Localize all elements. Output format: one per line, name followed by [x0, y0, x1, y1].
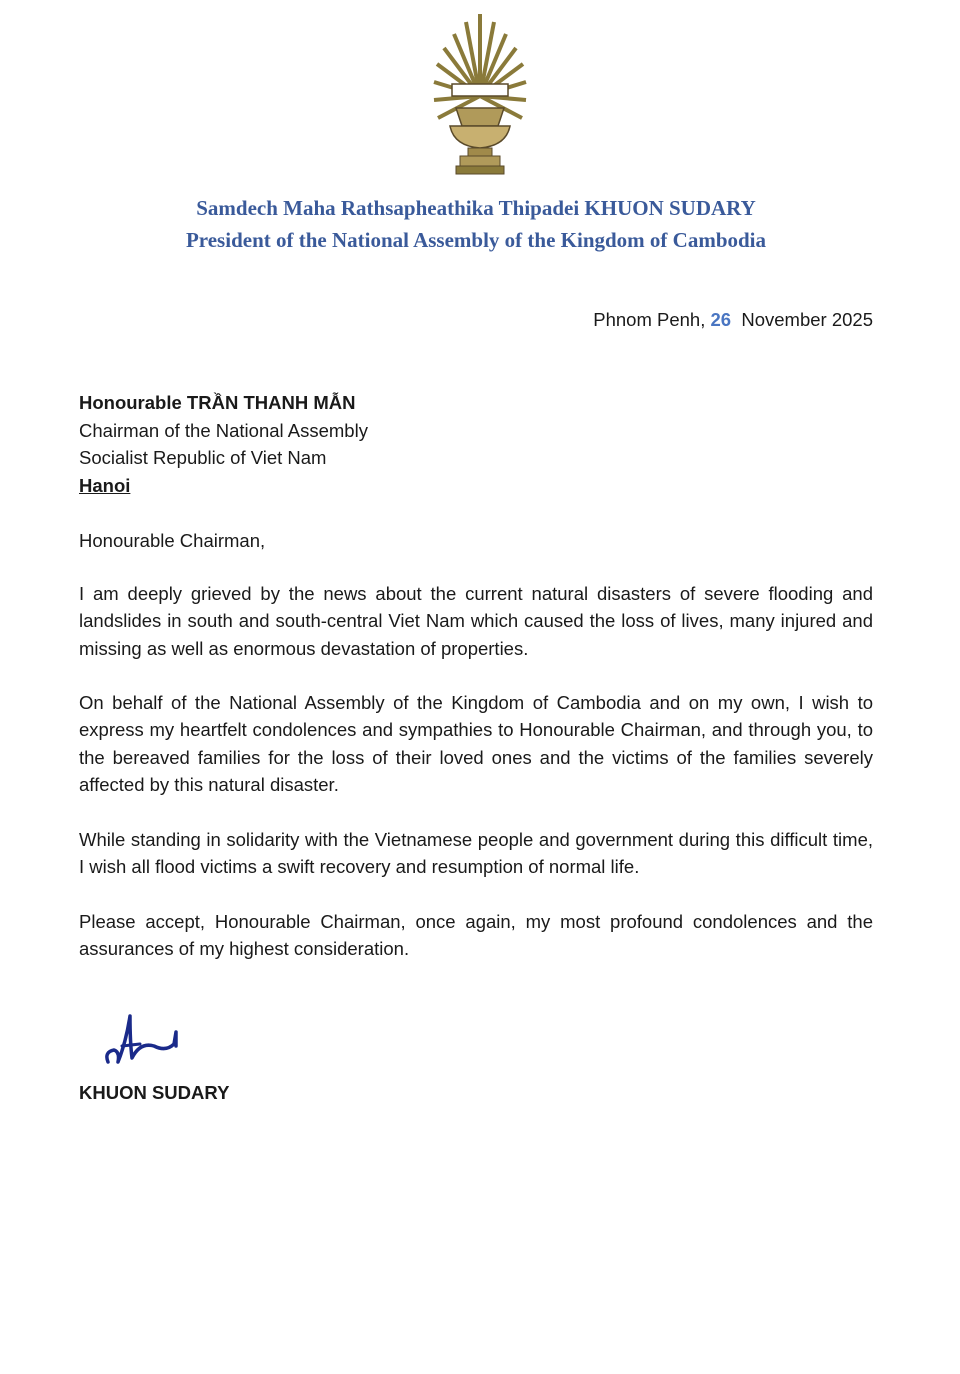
- paragraph-4: Please accept, Honourable Chairman, once again, my most profound condolences and the assurances of my highest consideration.: [79, 911, 873, 960]
- recipient-city: Hanoi: [79, 474, 131, 496]
- date-day: 26: [710, 309, 732, 330]
- date-place: Phnom Penh,: [593, 309, 706, 330]
- letter-date: [593, 309, 873, 331]
- salutation: Honourable Chairman,: [79, 530, 266, 551]
- recipient-name: Honourable TRẦN THANH MẪN: [79, 392, 356, 413]
- signature-icon: [100, 1012, 196, 1068]
- letterhead-title: President of the National Assembly of the Kingdom of Cambodia: [185, 228, 767, 252]
- letterhead: [0, 192, 952, 256]
- recipient-country: Socialist Republic of Viet Nam: [79, 447, 327, 468]
- paragraph-1: I am deeply grieved by the news about the current natural disasters of severe flooding and landslides in south and south-central Viet Nam which caused the loss of lives, many injured and missing as well as enormous devastation of properties.: [79, 583, 873, 659]
- letterhead-name: Samdech Maha Rathsapheathika Thipadei KHUON SUDARY: [196, 196, 756, 220]
- recipient-title: Chairman of the National Assembly: [79, 419, 368, 441]
- paragraph-2: On behalf of the National Assembly of the Kingdom of Cambodia and on my own, I wish to express my heartfelt condolences and sympathies to Honourable Chairman, and through you, to the bereaved families for the loss of their loved ones and the victims of the families severely affected by this natural disaster.: [79, 692, 873, 795]
- signer-name: KHUON SUDARY: [79, 1082, 230, 1103]
- date-month-year: November 2025: [741, 309, 873, 330]
- paragraph-3: While standing in solidarity with the Vietnamese people and government during this difficult time, I wish all flood victims a swift recovery and resumption of normal life.: [79, 829, 873, 878]
- recipient-address: [79, 389, 368, 499]
- royal-emblem-icon: [428, 8, 532, 180]
